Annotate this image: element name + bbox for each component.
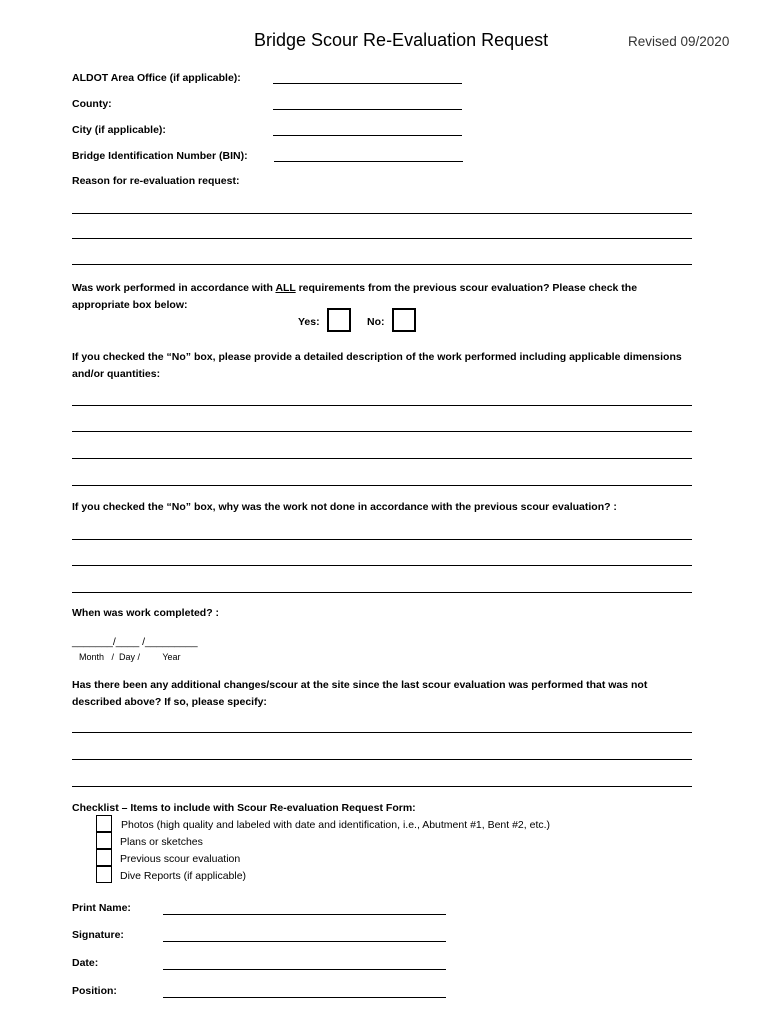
print-name-label: Print Name:	[72, 902, 131, 914]
reason-label: Reason for re-evaluation request:	[72, 175, 240, 187]
bin-label: Bridge Identification Number (BIN):	[72, 150, 248, 162]
checklist-item-previous-evaluation: Previous scour evaluation	[120, 853, 241, 865]
city-label: City (if applicable):	[72, 124, 166, 136]
completed-label: When was work completed? :	[72, 607, 220, 619]
signature-field[interactable]	[163, 941, 446, 942]
work-question-emphasis: ALL	[275, 282, 296, 294]
aldot-area-office-label: ALDOT Area Office (if applicable):	[72, 72, 241, 84]
aldot-area-office-field[interactable]	[273, 83, 462, 84]
work-performed-question	[72, 280, 682, 314]
checklist-title: Checklist – Items to include with Scour Re-evaluation Request Form:	[72, 802, 416, 814]
why-line-1[interactable]	[72, 539, 692, 540]
completion-date-sublabels: Month / Day / Year	[79, 652, 181, 662]
changes-line-1[interactable]	[72, 732, 692, 733]
description-line-4[interactable]	[72, 485, 692, 486]
reason-line-3[interactable]	[72, 264, 692, 265]
position-label: Position:	[72, 985, 117, 997]
no-checkbox[interactable]	[392, 308, 416, 332]
checklist-item-plans: Plans or sketches	[120, 836, 203, 848]
page-title: Bridge Scour Re-Evaluation Request	[254, 30, 549, 50]
description-line-2[interactable]	[72, 431, 692, 432]
date-label: Date:	[72, 957, 99, 969]
why-line-3[interactable]	[72, 592, 692, 593]
description-line-1[interactable]	[72, 405, 692, 406]
work-question-pre: Was work performed in accordance with	[72, 282, 276, 294]
date-field[interactable]	[163, 969, 446, 970]
checklist-dive-reports-checkbox[interactable]	[96, 866, 112, 883]
county-label: County:	[72, 98, 112, 110]
signature-label: Signature:	[72, 929, 124, 941]
bin-field[interactable]	[274, 161, 463, 162]
why-line-2[interactable]	[72, 565, 692, 566]
reason-line-1[interactable]	[72, 213, 692, 214]
checklist-plans-checkbox[interactable]	[96, 832, 112, 849]
yes-checkbox[interactable]	[327, 308, 351, 332]
no-reason-question: If you checked the “No” box, why was the work not done in accordance with the previous scour evaluation? :	[72, 501, 617, 513]
county-field[interactable]	[273, 109, 462, 110]
checklist-previous-eval-checkbox[interactable]	[96, 849, 112, 866]
position-field[interactable]	[163, 997, 446, 998]
changes-question: Has there been any additional changes/scour at the site since the last scour evaluation was performed that was not described above? If so, please specify:	[72, 679, 648, 708]
work-question-post: requirements from the previous scour evaluation? Please check the appropriate box below:	[72, 282, 638, 311]
yes-label: Yes:	[298, 316, 320, 328]
reason-line-2[interactable]	[72, 238, 692, 239]
changes-line-2[interactable]	[72, 759, 692, 760]
print-name-field[interactable]	[163, 914, 446, 915]
no-description-question: If you checked the “No” box, please provide a detailed description of the work performed including applicable dimensions and/or quantities:	[72, 351, 682, 380]
completion-date-field[interactable]: _______/____ /_________	[72, 636, 198, 648]
checklist-photos-checkbox[interactable]	[96, 815, 112, 832]
changes-line-3[interactable]	[72, 786, 692, 787]
no-label: No:	[367, 316, 385, 328]
revision-date: Revised 09/2020	[628, 34, 730, 49]
checklist-item-photos: Photos (high quality and labeled with date and identification, i.e., Abutment #1, Bent #2, etc.)	[121, 819, 551, 831]
description-line-3[interactable]	[72, 458, 692, 459]
city-field[interactable]	[273, 135, 462, 136]
checklist-item-dive-reports: Dive Reports (if applicable)	[120, 870, 247, 882]
